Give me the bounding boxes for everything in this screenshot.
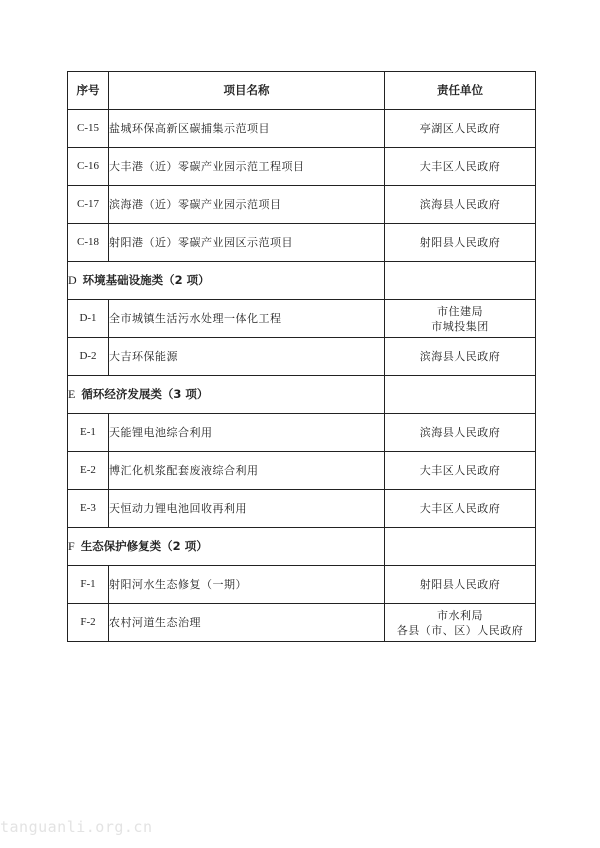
- responsible-unit: [385, 186, 536, 224]
- watermark: tanguanli.org.cn: [0, 818, 153, 836]
- table-row: [68, 186, 536, 224]
- category-label: 环境基础设施类（2 项）: [82, 273, 210, 287]
- responsible-unit-line: 滨海县人民政府: [419, 426, 501, 439]
- project-name: 大吉环保能源: [109, 338, 385, 376]
- project-code: E-2: [68, 452, 109, 490]
- project-code: F-2: [68, 604, 109, 642]
- category-title: [68, 262, 385, 300]
- responsible-unit-line: 各县（市、区）人民政府: [396, 623, 524, 637]
- project-code: E-3: [68, 490, 109, 528]
- project-name: 天恒动力锂电池回收再利用: [109, 490, 385, 528]
- responsible-unit-line: 市水利局: [437, 608, 483, 622]
- project-table: [67, 71, 536, 642]
- category-letter: D: [68, 273, 77, 287]
- table-body: [68, 110, 536, 642]
- category-row: [68, 528, 536, 566]
- table-row: [68, 414, 536, 452]
- responsible-unit: [385, 452, 536, 490]
- responsible-unit-line: 滨海县人民政府: [419, 350, 501, 363]
- category-label: 循环经济发展类（3 项）: [81, 387, 209, 401]
- project-code: E-1: [68, 414, 109, 452]
- responsible-unit: [385, 604, 536, 642]
- header-responsible-unit: 责任单位: [385, 72, 536, 110]
- project-name: 射阳河水生态修复（一期）: [109, 566, 385, 604]
- responsible-unit: [385, 110, 536, 148]
- responsible-unit-line: 射阳县人民政府: [419, 236, 501, 249]
- project-name: 滨海港（近）零碳产业园示范项目: [109, 186, 385, 224]
- responsible-unit-line: 大丰区人民政府: [419, 464, 501, 477]
- table-row: [68, 604, 536, 642]
- table-row: [68, 338, 536, 376]
- responsible-unit: [385, 148, 536, 186]
- project-code: F-1: [68, 566, 109, 604]
- responsible-unit-line: 亭湖区人民政府: [419, 122, 501, 135]
- category-unit-empty: [385, 262, 536, 300]
- project-code: D-1: [68, 300, 109, 338]
- project-name: 农村河道生态治理: [109, 604, 385, 642]
- project-name: 大丰港（近）零碳产业园示范工程项目: [109, 148, 385, 186]
- table-row: [68, 110, 536, 148]
- responsible-unit: [385, 490, 536, 528]
- category-title: [68, 528, 385, 566]
- project-name: 全市城镇生活污水处理一体化工程: [109, 300, 385, 338]
- category-row: [68, 262, 536, 300]
- category-letter: E: [68, 387, 76, 401]
- category-unit-empty: [385, 528, 536, 566]
- responsible-unit: [385, 338, 536, 376]
- project-name: 射阳港（近）零碳产业园区示范项目: [109, 224, 385, 262]
- responsible-unit: [385, 566, 536, 604]
- table-row: [68, 452, 536, 490]
- responsible-unit: [385, 414, 536, 452]
- table-row: [68, 300, 536, 338]
- category-unit-empty: [385, 376, 536, 414]
- table-row: [68, 490, 536, 528]
- category-row: [68, 376, 536, 414]
- responsible-unit-line: 市住建局: [437, 304, 483, 318]
- project-name: 盐城环保高新区碳捕集示范项目: [109, 110, 385, 148]
- project-code: C-18: [68, 224, 109, 262]
- project-name: 天能锂电池综合利用: [109, 414, 385, 452]
- table-row: [68, 566, 536, 604]
- header-seq: 序号: [68, 72, 109, 110]
- responsible-unit: [385, 300, 536, 338]
- responsible-unit-line: 大丰区人民政府: [419, 502, 501, 515]
- project-code: D-2: [68, 338, 109, 376]
- category-title: [68, 376, 385, 414]
- project-code: C-17: [68, 186, 109, 224]
- category-label: 生态保护修复类（2 项）: [80, 539, 208, 553]
- category-letter: F: [68, 539, 75, 553]
- responsible-unit-line: 滨海县人民政府: [419, 198, 501, 211]
- responsible-unit-line: 射阳县人民政府: [419, 578, 501, 591]
- header-project-name: 项目名称: [109, 72, 385, 110]
- responsible-unit: [385, 224, 536, 262]
- responsible-unit-line: 大丰区人民政府: [419, 160, 501, 173]
- table-row: [68, 224, 536, 262]
- responsible-unit-line: 市城投集团: [431, 319, 489, 333]
- project-name: 博汇化机浆配套废液综合利用: [109, 452, 385, 490]
- project-code: C-16: [68, 148, 109, 186]
- table-header-row: [68, 72, 536, 110]
- table-row: [68, 148, 536, 186]
- project-code: C-15: [68, 110, 109, 148]
